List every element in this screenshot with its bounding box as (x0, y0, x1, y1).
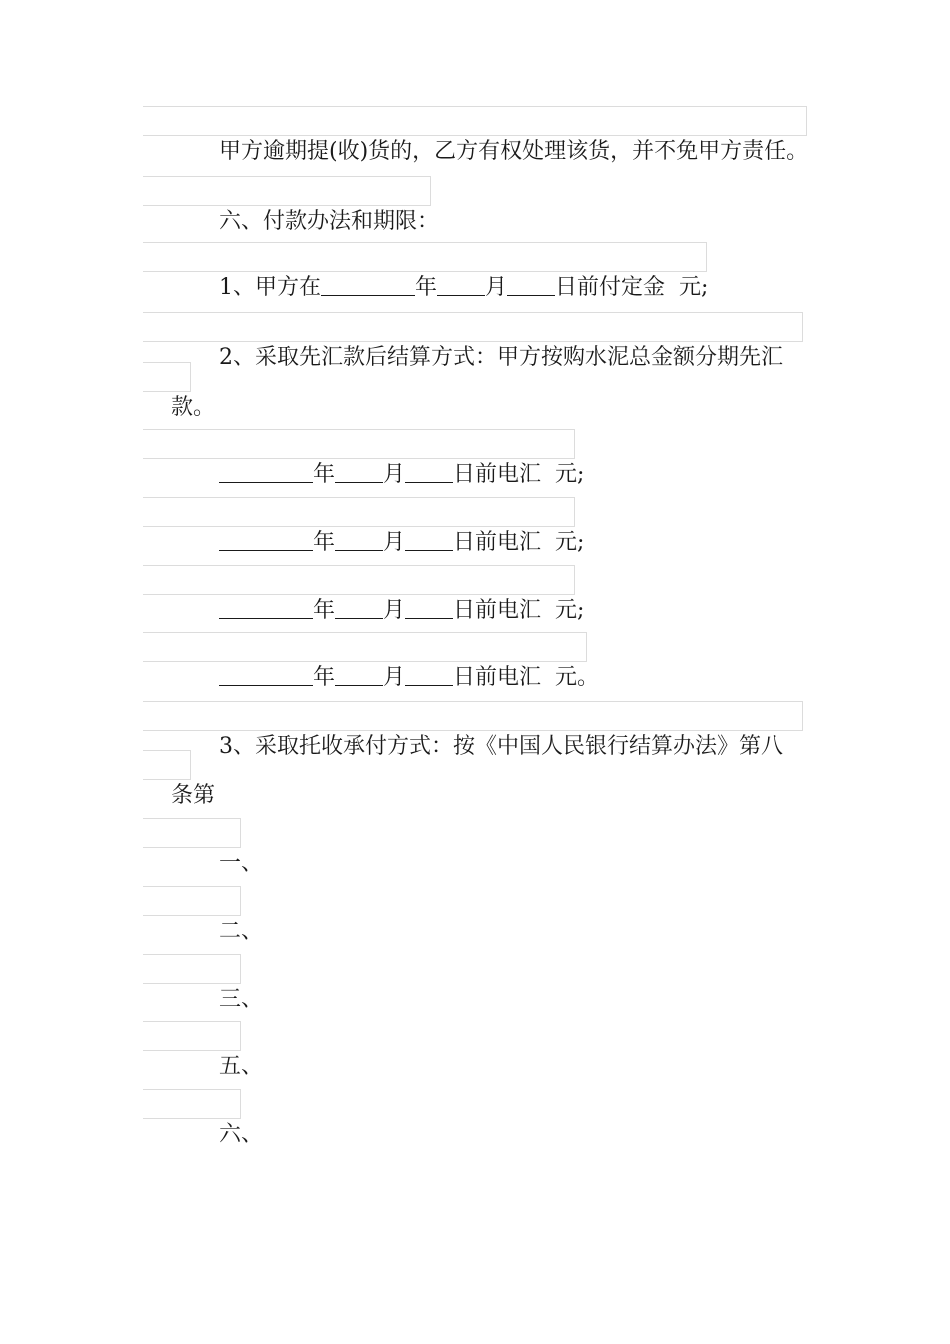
text: 日前电汇 元; (453, 598, 585, 623)
remit-line-2 (143, 497, 585, 555)
text: 款。 (170, 395, 215, 420)
text: 2、采取先汇款后结算方式：甲方按购水泥总金额分期先汇 (218, 345, 783, 370)
blank-month[interactable] (335, 530, 383, 551)
blank-month[interactable] (335, 665, 383, 686)
blank-month[interactable] (335, 462, 383, 483)
text: 条第 (170, 783, 215, 808)
clause-collection-cont (143, 750, 215, 808)
blank-day[interactable] (507, 275, 555, 296)
remit-line-3 (143, 565, 585, 623)
text: 1、甲方在 (218, 275, 321, 300)
paragraph-delivery-default (143, 106, 809, 164)
text: 六、 (218, 1122, 263, 1147)
text: 年 (312, 665, 335, 690)
text: 日前付定金 元; (555, 275, 709, 300)
list-item-4 (143, 1021, 263, 1079)
blank-year[interactable] (219, 598, 313, 619)
blank-day[interactable] (405, 530, 453, 551)
blank-day[interactable] (405, 598, 453, 619)
blank-day[interactable] (405, 665, 453, 686)
blank-year[interactable] (219, 665, 313, 686)
list-item-3 (143, 954, 263, 1012)
clause-prepayment-cont (143, 362, 215, 420)
text: 3、采取托收承付方式：按《中国人民银行结算办法》第八 (218, 734, 783, 759)
text: 月 (383, 598, 406, 623)
text: 日前电汇 元。 (453, 665, 600, 690)
blank-day[interactable] (405, 462, 453, 483)
clause-collection (143, 701, 803, 759)
list-item-5 (143, 1089, 263, 1147)
text: 二、 (218, 919, 263, 944)
text: 年 (312, 462, 335, 487)
list-item-1 (143, 818, 263, 876)
heading-payment-terms (143, 176, 439, 234)
remit-line-1 (143, 429, 585, 487)
text: 月 (383, 665, 406, 690)
blank-month[interactable] (437, 275, 485, 296)
blank-year[interactable] (219, 530, 313, 551)
text: 月 (485, 275, 508, 300)
text: 一、 (218, 851, 263, 876)
text: 六、付款办法和期限： (218, 209, 439, 234)
text: 五、 (218, 1054, 263, 1079)
remit-line-4 (143, 632, 600, 690)
text: 年 (312, 598, 335, 623)
text: 月 (383, 462, 406, 487)
text: 日前电汇 元; (453, 462, 585, 487)
list-item-2 (143, 886, 263, 944)
clause-prepayment (143, 312, 803, 370)
blank-month[interactable] (335, 598, 383, 619)
text: 年 (312, 530, 335, 555)
text: 甲方逾期提(收)货的，乙方有权处理该货，并不免甲方责任。 (218, 139, 809, 164)
text: 年 (414, 275, 437, 300)
text: 月 (383, 530, 406, 555)
text: 三、 (218, 987, 263, 1012)
blank-year[interactable] (219, 462, 313, 483)
text: 日前电汇 元; (453, 530, 585, 555)
clause-deposit (143, 242, 709, 300)
blank-year[interactable] (321, 275, 415, 296)
